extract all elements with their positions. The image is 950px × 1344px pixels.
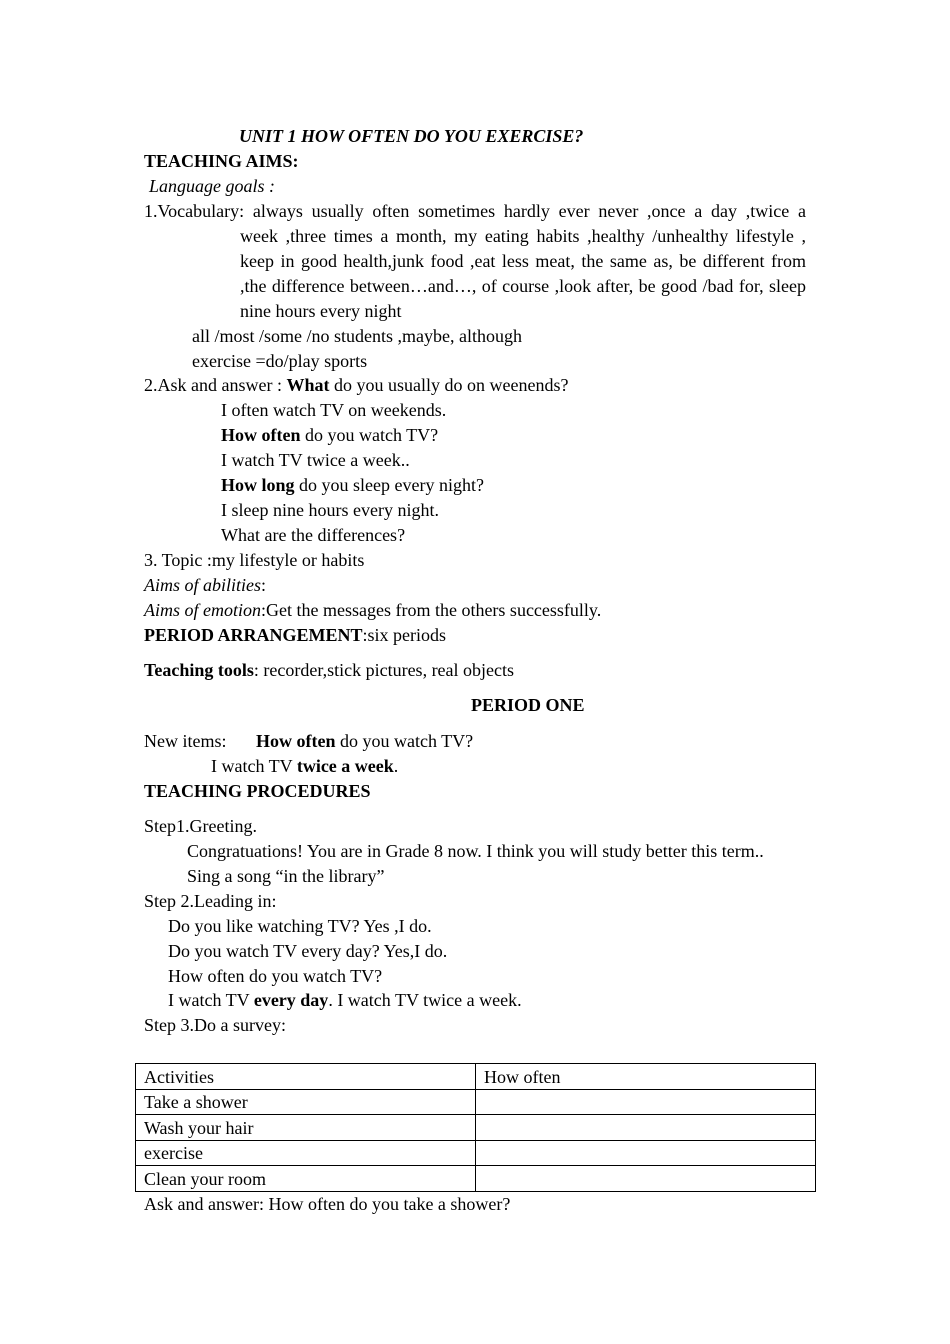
teaching-tools-line xyxy=(144,658,514,683)
step2-title: Step 2.Leading in: xyxy=(144,891,277,911)
teaching-aims-heading: TEACHING AIMS: xyxy=(144,151,299,171)
period-arrangement-label: PERIOD ARRANGEMENT xyxy=(144,625,363,645)
new-items-line-2 xyxy=(211,754,398,779)
question-4: What are the differences? xyxy=(221,525,406,545)
language-goals-label: Language goals : xyxy=(149,176,275,196)
step2-line-4 xyxy=(168,988,522,1013)
table-row xyxy=(136,1115,816,1141)
new-items-l2-suffix: . xyxy=(393,756,399,776)
vocabulary-label: 1.Vocabulary: xyxy=(144,201,253,221)
teaching-procedures-heading: TEACHING PROCEDURES xyxy=(144,781,371,801)
header-how-often: How often xyxy=(476,1064,816,1090)
question-2-rest: do you watch TV? xyxy=(300,425,439,445)
step2-line-1: Do you like watching TV? Yes ,I do. xyxy=(168,916,432,936)
period-arrangement-line xyxy=(144,623,446,648)
new-items-how-often: How often xyxy=(256,731,336,751)
final-ask-answer-line: Ask and answer: How often do you take a shower? xyxy=(144,1194,511,1214)
step1-line-2: Sing a song “in the library” xyxy=(187,866,385,886)
new-items-label: New items: xyxy=(144,731,227,751)
aims-abilities-line xyxy=(144,573,266,598)
vocabulary-line-students: all /most /some /no students ,maybe, although xyxy=(192,326,522,346)
teaching-tools-rest: : recorder,stick pictures, real objects xyxy=(253,660,515,680)
aims-abilities-rest: : xyxy=(261,575,267,595)
vocabulary-line-exercise: exercise =do/play sports xyxy=(192,351,368,371)
how-often-cell xyxy=(476,1166,816,1192)
question-2 xyxy=(221,423,438,448)
table-row xyxy=(136,1089,816,1115)
table-row xyxy=(136,1140,816,1166)
how-long-keyword: How long xyxy=(221,475,295,495)
step3-title: Step 3.Do a survey: xyxy=(144,1015,286,1035)
step2-every-day: every day xyxy=(253,990,329,1010)
ask-answer-line xyxy=(144,373,568,398)
topic-line: 3. Topic :my lifestyle or habits xyxy=(144,550,365,570)
answer-2: I watch TV twice a week.. xyxy=(221,450,410,470)
step2-l4-prefix: I watch TV xyxy=(168,990,254,1010)
activity-cell: Wash your hair xyxy=(136,1115,476,1141)
new-items-twice-a-week: twice a week xyxy=(296,756,394,776)
activity-cell: Take a shower xyxy=(136,1089,476,1115)
answer-3: I sleep nine hours every night. xyxy=(221,500,439,520)
period-arrangement-rest: :six periods xyxy=(362,625,447,645)
step2-line-2: Do you watch TV every day? Yes,I do. xyxy=(168,941,448,961)
step2-l4-suffix: . I watch TV twice a week. xyxy=(328,990,522,1010)
how-often-cell xyxy=(476,1140,816,1166)
survey-table xyxy=(135,1063,816,1192)
vocabulary-continued: week ,three times a month, my eating habits ,healthy /unhealthy lifestyle , keep in good health,junk food ,eat less meat, the same as, be different from ,the difference between…and…, of course ,look after, be good /bad for, sleep nine hours every night xyxy=(240,226,806,321)
vocabulary-words: always usually often sometimes hardly ever never ,once a day ,twice a xyxy=(252,201,806,221)
ask-what-keyword: What xyxy=(286,375,330,395)
unit-title: UNIT 1 HOW OFTEN DO YOU EXERCISE? xyxy=(239,126,584,146)
period-one-heading: PERIOD ONE xyxy=(471,695,585,715)
activity-cell: Clean your room xyxy=(136,1166,476,1192)
aims-emotion-label: Aims of emotion xyxy=(144,600,261,620)
new-items-l2-prefix: I watch TV xyxy=(211,756,297,776)
teaching-tools-label: Teaching tools xyxy=(144,660,254,680)
activity-cell: exercise xyxy=(136,1140,476,1166)
how-often-keyword: How often xyxy=(221,425,301,445)
aims-emotion-rest: :Get the messages from the others successfully. xyxy=(261,600,602,620)
question-3 xyxy=(221,473,484,498)
step2-line-3: How often do you watch TV? xyxy=(168,966,383,986)
aims-abilities-label: Aims of abilities xyxy=(144,575,261,595)
ask-question-1: do you usually do on weenends? xyxy=(329,375,569,395)
table-row xyxy=(136,1166,816,1192)
new-items-line-1 xyxy=(256,729,473,754)
vocabulary-line xyxy=(144,199,806,224)
aims-emotion-line xyxy=(144,598,601,623)
answer-1: I often watch TV on weekends. xyxy=(221,400,447,420)
question-3-rest: do you sleep every night? xyxy=(294,475,484,495)
step1-line-1: Congratuations! You are in Grade 8 now. I think you will study better this term.. xyxy=(187,841,764,861)
how-often-cell xyxy=(476,1089,816,1115)
how-often-cell xyxy=(476,1115,816,1141)
new-items-rest: do you watch TV? xyxy=(335,731,474,751)
table-header-row xyxy=(136,1064,816,1090)
step1-title: Step1.Greeting. xyxy=(144,816,257,836)
ask-answer-prefix: 2.Ask and answer : xyxy=(144,375,287,395)
header-activities: Activities xyxy=(136,1064,476,1090)
